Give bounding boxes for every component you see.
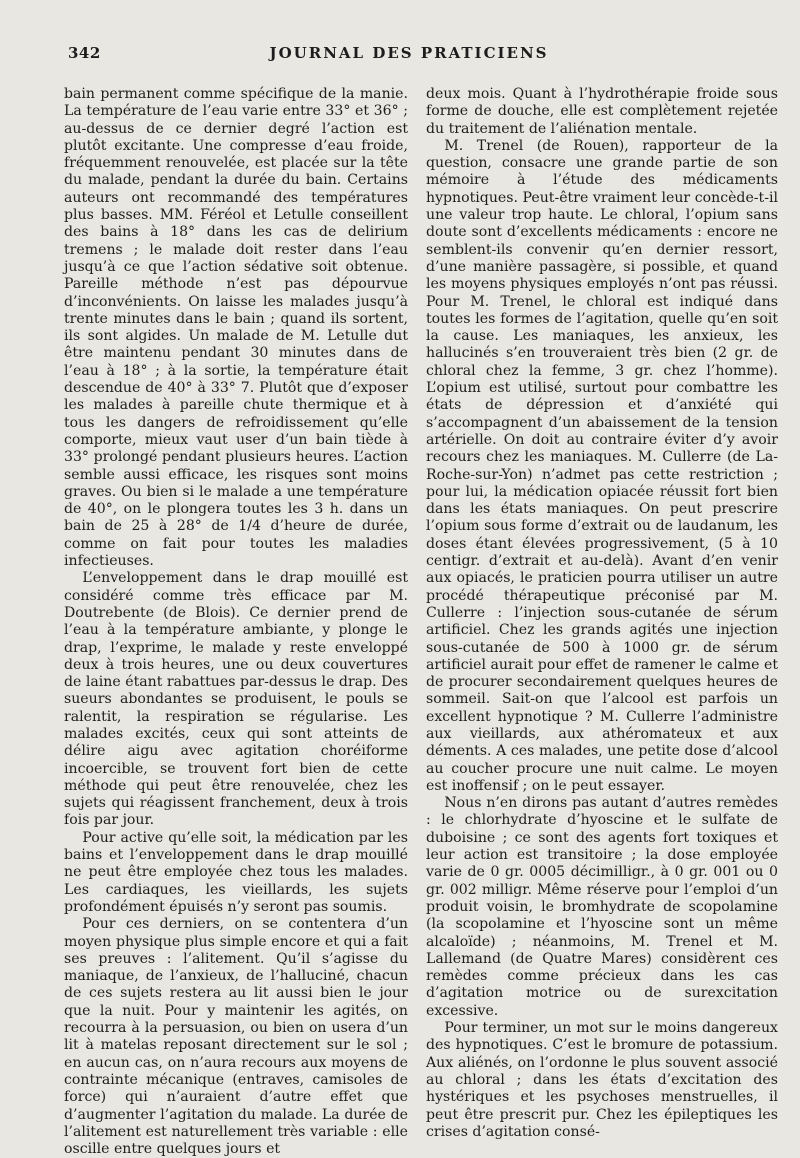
paragraph: deux mois. Quant à l’hydrothérapie froide sous forme de douche, elle est complètement rejetée du traitement de l’aliénation mentale. <box>426 86 778 137</box>
paragraph: M. Trenel (de Rouen), rapporteur de la question, consacre une grande partie de son mémoire à l’étude des médicaments hypnotiques. Peut-être vraiment leur concède-t-il une valeur trop haute. Le chloral, l’opium sans doute sont d’excellents médicaments : encore ne semblent-ils convenir qu’en dernier ressort, d’une manière passagère, si possible, et quand les moyens physiques employés n’ont pas réussi. Pour M. Trenel, le chloral est indiqué dans toutes les formes de l’agitation, quelle qu’en soit la cause. Les maniaques, les anxieux, les hallucinés s’en trouveraient très bien (2 gr. de chloral chez la femme, 3 gr. chez l’homme). L’opium est utilisé, surtout pour combattre les états de dépression et d’anxiété qui s’accompagnent d’un abaissement de la tension artérielle. On doit au contraire éviter d’y avoir recours chez les maniaques. M. Cullerre (de La-Roche-sur-Yon) n’admet pas cette restriction ; pour lui, la médication opiacée réussit fort bien dans les états maniaques. On peut prescrire l’opium sous forme d’extrait ou de laudanum, les doses étant élevées progressivement, (5 à 10 centigr. d’extrait et au-delà). Avant d’en venir aux opiacés, le praticien pourra utiliser un autre procédé thérapeutique préconisé par M. Cullerre : l’injection sous-cutanée de sérum artificiel. Chez les grands agités une injection sous-cutanée de 500 à 1000 gr. de sérum artificiel aurait pour effet de ramener le calme et de procurer secondairement quelques heures de sommeil. Sait-on que l’alcool est parfois un excellent hypnotique ? M. Cullerre l’administre aux vieillards, aux athéromateux et aux déments. A ces malades, une petite dose d’alcool au coucher procure une nuit calme. Le moyen est inoffensif ; on le peut essayer. <box>426 137 778 794</box>
page-header <box>68 44 750 66</box>
left-column <box>64 86 408 1158</box>
paragraph: Pour ces derniers, on se contentera d’un moyen physique plus simple encore et qui a fait ses preuves : l’alitement. Qu’il s’agisse du maniaque, de l’anxieux, de l’halluciné, chacun de ces sujets restera au lit aussi bien le jour que la nuit. Pour y maintenir les agités, on recourra à la persuasion, ou bien on usera d’un lit à matelas reposant directement sur le sol ; en aucun cas, on n’aura recours aux moyens de contrainte mécanique (entraves, camisoles de force) qui n’auraient d’autre effet que d’augmenter l’agitation du malade. La durée de l’alitement est naturellement très variable : elle oscille entre quelques jours et <box>64 916 408 1158</box>
paragraph: L’enveloppement dans le drap mouillé est considéré comme très efficace par M. Doutrebente (de Blois). Ce dernier prend de l’eau à la température ambiante, y plonge le drap, l’exprime, le malade y reste enveloppé deux à trois heures, une ou deux couvertures de laine étant rabattues par-dessus le drap. Des sueurs abondantes se produisent, le pouls se ralentit, la respiration se régularise. Les malades excités, ceux qui sont atteints de délire aigu avec agitation choréiforme incoercible, se trouvent fort bien de cette méthode qui peut être renouvelée, chez les sujets qui réagissent franchement, deux à trois fois par jour. <box>64 570 408 829</box>
paragraph: bain permanent comme spécifique de la manie. La température de l’eau varie entre 33° et 36° ; au-dessus de ce dernier degré l’action est plutôt excitante. Une compresse d’eau froide, fréquemment renouvelée, est placée sur la tête du malade, pendant la durée du bain. Certains auteurs ont recommandé des températures plus basses. MM. Féréol et Letulle conseillent des bains à 18° dans les cas de delirium tremens ; le malade doit rester dans l’eau jusqu’à ce que l’action sédative soit obtenue. Pareille méthode n’est pas dépourvue d’inconvénients. On laisse les malades jusqu’à trente minutes dans le bain ; quand ils sortent, ils sont algides. Un malade de M. Letulle dut être maintenu pendant 30 minutes dans de l’eau à 18° ; à la sortie, la température était descendue de 40° à 33° 7. Plutôt que d’exposer les malades à pareille chute thermique et à tous les dangers de refroidissement qu’elle comporte, mieux vaut user d’un bain tiède à 33° prolongé pendant plusieurs heures. L’action semble aussi efficace, les risques sont moins graves. Ou bien si le malade a une température de 40°, on le plongera toutes les 3 h. dans un bain de 25 à 28° de 1/4 d’heure de durée, comme on fait pour toutes les maladies infectieuses. <box>64 86 408 570</box>
page-number: 342 <box>68 44 101 62</box>
paragraph: Pour terminer, un mot sur le moins dangereux des hypnotiques. C’est le bromure de potassium. Aux aliénés, on l’ordonne le plus souvent associé au chloral ; dans les états d’excitation des hystériques et les psychoses menstruelles, il peut être prescrit pur. Chez les épileptiques les crises d’agitation consé- <box>426 1020 778 1140</box>
running-title: JOURNAL DES PRATICIENS <box>269 44 549 62</box>
paragraph: Nous n’en dirons pas autant d’autres remèdes : le chlorhydrate d’hyoscine et le sulfate de duboisine ; ce sont des agents fort toxiques et leur action est transitoire ; la dose employée varie de 0 gr. 0005 décimilligr., à 0 gr. 001 ou 0 gr. 002 milligr. Même réserve pour l’emploi d’un produit voisin, le bromhydrate de scopolamine (la scopolamine et l’hyoscine sont un même alcaloïde) ; néanmoins, M. Trenel et M. Lallemand (de Quatre Mares) considèrent ces remèdes comme précieux dans les cas d’agitation motrice ou de surexcitation excessive. <box>426 795 778 1019</box>
paragraph: Pour active qu’elle soit, la médication par les bains et l’enveloppement dans le drap mouillé ne peut être employée chez tous les malades. Les cardiaques, les vieillards, les sujets profondément épuisés n’y seront pas soumis. <box>64 829 408 915</box>
right-column <box>426 86 778 1141</box>
